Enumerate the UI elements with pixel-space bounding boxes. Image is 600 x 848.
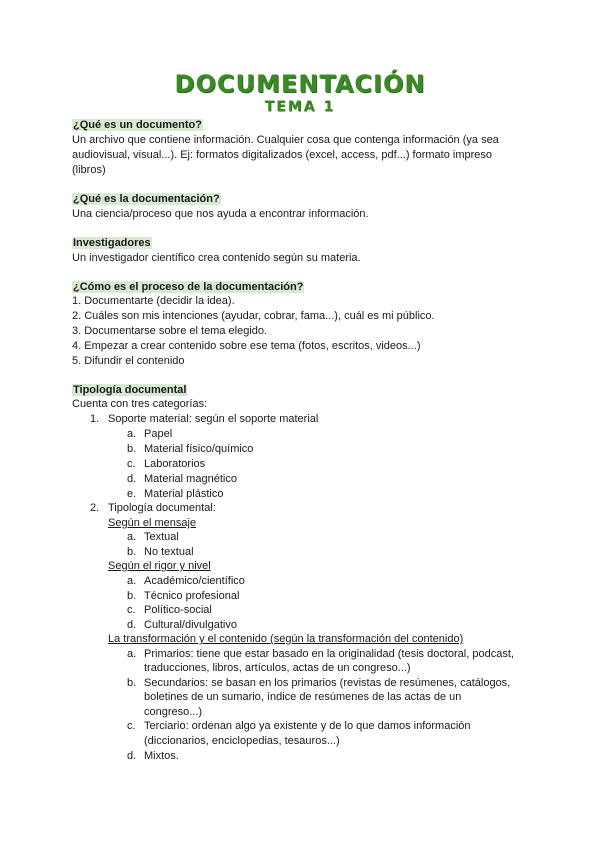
list-letter: b.	[127, 677, 137, 689]
list-item: Soporte material: según el soporte material	[108, 413, 319, 425]
list-item-line: congreso...)	[144, 706, 203, 718]
list-item-line: Mixtos.	[144, 750, 179, 762]
list-letter: d.	[127, 473, 137, 485]
subgroup-title: La transformación y el contenido (según la transformación del contenido)	[108, 633, 464, 645]
list-letter: b.	[127, 546, 137, 558]
section-heading: ¿Qué es la documentación?	[73, 193, 220, 205]
list-number: 1.	[90, 413, 100, 425]
list-letter: d.	[127, 619, 137, 631]
list-item: 1. Documentarte (decidir la idea).	[72, 295, 235, 307]
list-number: 2.	[90, 502, 100, 514]
paragraph-line: Cuenta con tres categorías:	[72, 398, 208, 410]
list-item: Tipología documental:	[108, 502, 216, 514]
section-heading: ¿Cómo es el proceso de la documentación?	[73, 281, 304, 293]
list-item-line: traducciones, libros, artículos, actas de un congreso...)	[144, 662, 411, 674]
list-item: Cultural/divulgativo	[144, 619, 237, 631]
paragraph-line: Una ciencia/proceso que nos ayuda a encontrar información.	[72, 208, 369, 220]
section-heading: ¿Qué es un documento?	[73, 119, 202, 131]
list-item-line: Secundarios: se basan en los primarios (revistas de resúmenes, catálogos,	[144, 677, 511, 689]
section-heading: Tipología documental	[73, 384, 187, 396]
list-letter: c.	[127, 720, 136, 732]
document-title: DOCUMENTACIÓN	[174, 70, 426, 98]
list-item: Textual	[144, 531, 179, 543]
list-item: Político-social	[144, 604, 212, 616]
paragraph-line: audiovisual, visual...). Ej: formatos digitalizados (excel, access, pdf...) formato impreso	[72, 149, 493, 161]
list-item-line: Primarios: tiene que estar basado en la originalidad (tesis doctoral, podcast,	[144, 648, 514, 660]
list-item: 2. Cuáles son mis intenciones (ayudar, cobrar, fama...), cuál es mi público.	[72, 310, 435, 322]
list-item: 5. Difundir el contenido	[72, 355, 185, 367]
list-item: Laboratorios	[144, 458, 206, 470]
subgroup-title: Según el rigor y nivel	[108, 560, 211, 572]
subgroup-title: Según el mensaje	[108, 517, 197, 529]
document-subtitle: TEMA 1	[264, 99, 336, 115]
paragraph-line: Un investigador científico crea contenido según su materia.	[72, 252, 361, 264]
list-item-line: Terciario: ordenan algo ya existente y de lo que damos información	[144, 720, 471, 732]
list-item-line: (diccionarios, enciclopedias, tesauros...)	[144, 735, 340, 747]
list-item: Académico/científico	[144, 575, 245, 587]
list-letter: a.	[127, 428, 137, 440]
list-item: Técnico profesional	[144, 590, 240, 602]
list-letter: b.	[127, 590, 137, 602]
paragraph-line: (libros)	[72, 164, 106, 176]
list-item: Material físico/químico	[144, 443, 254, 455]
paragraph-line: Un archivo que contiene información. Cualquier cosa que contenga información (ya sea	[72, 134, 499, 146]
list-letter: a.	[127, 575, 137, 587]
list-item: No textual	[144, 546, 194, 558]
list-item-line: boletines de un sumario, índice de resúmenes de las actas de un	[144, 691, 462, 703]
list-letter: a.	[127, 531, 137, 543]
list-letter: c.	[127, 604, 136, 616]
list-item: Material magnético	[144, 473, 237, 485]
list-item: 4. Empezar a crear contenido sobre ese tema (fotos, escritos, videos...)	[72, 340, 421, 352]
list-letter: c.	[127, 458, 136, 470]
list-letter: d.	[127, 750, 137, 762]
section-heading: Investigadores	[73, 237, 151, 249]
list-letter: a.	[127, 648, 137, 660]
list-item: 3. Documentarse sobre el tema elegido.	[72, 325, 268, 337]
list-letter: b.	[127, 443, 137, 455]
list-item: Material plástico	[144, 488, 224, 500]
list-letter: e.	[127, 488, 137, 500]
list-item: Papel	[144, 428, 173, 440]
